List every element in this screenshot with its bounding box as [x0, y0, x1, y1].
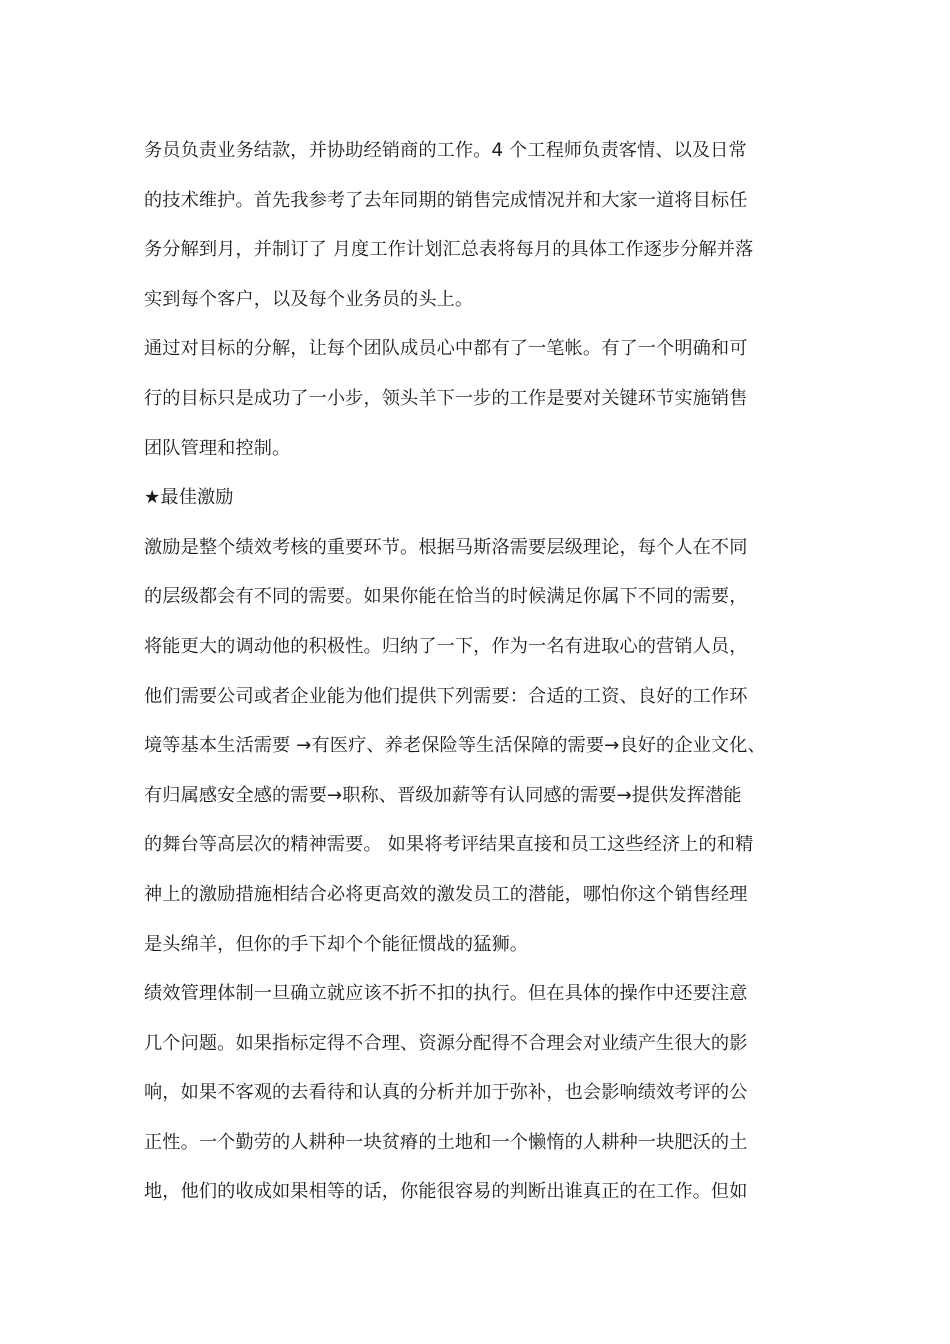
- text-line: 是头绵羊，但你的手下却个个能征惯战的猛狮。: [144, 933, 529, 955]
- text-line: 有归属感安全感的需要→职称、晋级加薪等有认同感的需要→提供发挥潜能: [144, 784, 742, 806]
- text-line: 境等基本生活需要 →有医疗、养老保险等生活保障的需要→良好的企业文化、: [144, 735, 766, 757]
- text-line: 务员负责业务结款，并协助经销商的工作。4 个工程师负责客情、以及日常: [144, 140, 747, 161]
- text-line: 团队管理和控制。: [144, 437, 291, 459]
- text-line: 他们需要公司或者企业能为他们提供下列需要：合适的工资、良好的工作环: [144, 685, 748, 707]
- text-line: 神上的激励措施相结合必将更高效的激发员工的潜能，哪怕你这个销售经理: [144, 883, 748, 905]
- text-line: 几个问题。如果指标定得不合理、资源分配得不合理会对业绩产生很大的影: [144, 1032, 748, 1054]
- text-line: 正性。一个勤劳的人耕种一块贫瘠的土地和一个懒惰的人耕种一块肥沃的土: [144, 1131, 748, 1153]
- section-heading: ★最佳激励: [144, 487, 234, 509]
- text-line: 的舞台等高层次的精神需要。 如果将考评结果直接和员工这些经济上的和精: [144, 834, 754, 856]
- body-text: [144, 126, 814, 1217]
- text-line: 实到每个客户，以及每个业务员的头上。: [144, 288, 474, 310]
- text-line: 激励是整个绩效考核的重要环节。根据马斯洛需要层级理论，每个人在不同: [144, 536, 748, 558]
- text-line: 的层级都会有不同的需要。如果你能在恰当的时候满足你属下不同的需要，: [144, 586, 748, 608]
- text-line: 的技术维护。首先我参考了去年同期的销售完成情况并和大家一道将目标任: [144, 189, 748, 211]
- text-line: 响，如果不客观的去看待和认真的分析并加于弥补，也会影响绩效考评的公: [144, 1082, 748, 1104]
- text-line: 务分解到月，并制订了 月度工作计划汇总表将每月的具体工作逐步分解并落: [144, 239, 754, 261]
- text-line: 绩效管理体制一旦确立就应该不折不扣的执行。但在具体的操作中还要注意: [144, 983, 748, 1005]
- text-line: 通过对目标的分解，让每个团队成员心中都有了一笔帐。有了一个明确和可: [144, 338, 748, 360]
- text-line: 将能更大的调动他的积极性。归纳了一下，作为一名有进取心的营销人员，: [144, 635, 748, 657]
- text-line: 行的目标只是成功了一小步，领头羊下一步的工作是要对关键环节实施销售: [144, 387, 748, 409]
- text-line: 地，他们的收成如果相等的话，你能很容易的判断出谁真正的在工作。但如: [144, 1181, 748, 1203]
